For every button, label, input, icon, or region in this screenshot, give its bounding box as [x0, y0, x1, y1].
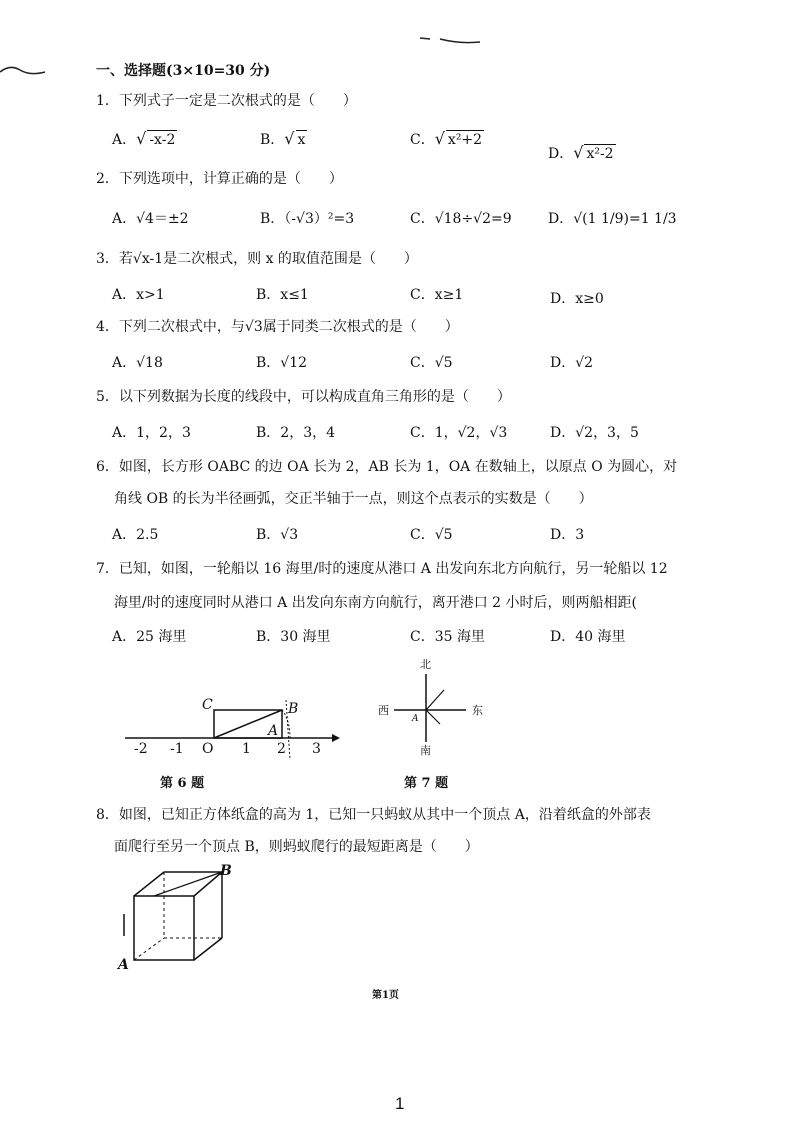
option-letter: C． — [410, 211, 435, 227]
q2-option-d[interactable] — [548, 210, 677, 228]
question-6-stem-cont: 角线 OB 的长为半径画弧，交正半轴于一点，则这个点表示的实数是（ ） — [114, 491, 593, 507]
question-6-stem: 6．如图，长方形 OABC 的边 OA 长为 2，AB 长为 1，OA 在数轴上，以原点 O 为圆心，对 — [96, 459, 678, 475]
fig6-tick-1: 1 — [242, 741, 251, 757]
q6-option-d[interactable] — [550, 526, 584, 544]
question-7-stem-cont: 海里/时的速度同时从港口 A 出发向东南方向航行，离开港口 2 小时后，则两船相距( — [114, 595, 637, 611]
q7-option-d[interactable] — [550, 628, 626, 646]
option-letter: C． — [410, 425, 435, 441]
question-3-stem: 3．若√x-1是二次根式，则 x 的取值范围是（ ） — [96, 251, 418, 267]
option-letter: C． — [410, 132, 435, 148]
q5-option-b[interactable] — [256, 424, 335, 442]
scan-mark-left — [0, 60, 60, 80]
question-4-stem: 4．下列二次根式中，与√3属于同类二次根式的是（ ） — [96, 319, 459, 335]
fig6-label-c: C — [202, 697, 213, 713]
q1-option-d[interactable]: D．√ x²-2 — [548, 143, 614, 162]
figure-8-cube — [110, 866, 240, 976]
option-text: x≤1 — [280, 287, 309, 303]
option-text: 1，2，3 — [136, 425, 191, 441]
figure-6-number-line — [120, 690, 340, 760]
q5-option-c[interactable] — [410, 424, 507, 442]
option-text: √2，3，5 — [575, 425, 639, 441]
q7-option-b[interactable] — [256, 628, 331, 646]
figure-7-caption: 第 7 题 — [404, 776, 449, 791]
option-letter: C． — [410, 287, 435, 303]
page-number: 1 — [395, 1094, 405, 1113]
q3-option-d[interactable] — [550, 290, 604, 308]
option-text: √12 — [280, 355, 308, 371]
option-text: √18 — [136, 355, 163, 371]
option-letter: D． — [550, 355, 576, 371]
fig8-label-b: B — [220, 863, 232, 879]
option-text: √5 — [434, 355, 453, 371]
option-letter: A． — [112, 527, 137, 543]
option-letter: D． — [550, 629, 576, 645]
fig6-tick-origin: O — [202, 741, 214, 757]
fig7-east: 东 — [472, 704, 483, 717]
fig7-origin-a: A — [412, 714, 419, 724]
q4-option-a[interactable] — [112, 354, 163, 372]
q6-option-b[interactable] — [256, 526, 298, 544]
option-text: 2，3，4 — [280, 425, 336, 441]
q5-option-d[interactable] — [550, 424, 639, 442]
option-letter: B． — [260, 132, 285, 148]
q7-option-c[interactable] — [410, 628, 485, 646]
figure-6-caption: 第 6 题 — [160, 776, 205, 791]
q4-option-b[interactable] — [256, 354, 307, 372]
option-letter: A． — [112, 287, 137, 303]
radicand: x²-2 — [586, 146, 614, 162]
option-text: 35 海里 — [434, 629, 485, 645]
option-letter: D． — [550, 527, 576, 543]
option-letter: D． — [550, 291, 576, 307]
q3-option-c[interactable] — [410, 286, 463, 304]
option-letter: A． — [112, 355, 137, 371]
page-label: 第1页 — [372, 990, 399, 1001]
option-letter: D． — [548, 211, 574, 227]
q4-option-c[interactable] — [410, 354, 453, 372]
q6-option-a[interactable] — [112, 526, 158, 544]
q3-option-a[interactable] — [112, 286, 165, 304]
option-text: √18÷√2=9 — [434, 211, 512, 227]
option-letter: A． — [112, 629, 137, 645]
q5-option-a[interactable] — [112, 424, 191, 442]
option-text: 1，√2，√3 — [434, 425, 508, 441]
option-text: 40 海里 — [575, 629, 626, 645]
fig6-tick-2: 2 — [277, 741, 286, 757]
question-2-stem: 2．下列选项中，计算正确的是（ ） — [96, 171, 343, 187]
fig7-west: 西 — [378, 704, 389, 717]
option-letter: B． — [256, 629, 281, 645]
option-letter: B． — [256, 527, 281, 543]
option-text: 25 海里 — [136, 629, 187, 645]
option-text: √5 — [434, 527, 453, 543]
radicand: x — [297, 132, 306, 148]
q1-option-b[interactable]: B．√ x — [260, 129, 306, 148]
question-7-stem: 7．已知，如图，一轮船以 16 海里/时的速度从港口 A 出发向东北方向航行，另一轮船以 12 — [96, 561, 668, 577]
question-8-stem-cont: 面爬行至另一个顶点 B，则蚂蚁爬行的最短距离是（ ） — [114, 839, 479, 855]
option-text: 2.5 — [136, 527, 159, 543]
option-text: √2 — [575, 355, 594, 371]
q2-option-b[interactable] — [260, 210, 354, 228]
option-text: x>1 — [136, 287, 165, 303]
fig6-tick-neg1: -1 — [170, 741, 184, 757]
option-letter: C． — [410, 629, 435, 645]
option-text: （-√3）²=3 — [284, 211, 355, 227]
q3-option-b[interactable] — [256, 286, 309, 304]
figure-7-compass — [390, 670, 470, 750]
option-letter: B． — [256, 355, 281, 371]
option-text: x≥0 — [575, 291, 604, 307]
radicand: x²+2 — [447, 132, 483, 148]
option-letter: A． — [112, 132, 137, 148]
fig7-north: 北 — [420, 658, 431, 671]
q4-option-d[interactable] — [550, 354, 593, 372]
fig6-label-a: A — [268, 723, 279, 739]
option-text: √3 — [280, 527, 299, 543]
option-letter: C． — [410, 355, 435, 371]
option-text: √(1 1/9)=1 1/3 — [573, 211, 677, 227]
question-8-stem: 8．如图，已知正方体纸盒的高为 1，已知一只蚂蚁从其中一个顶点 A，沿着纸盒的外部表 — [96, 807, 651, 823]
option-letter: B． — [256, 287, 281, 303]
section-title: 一、选择题(3×10=30 分) — [96, 63, 271, 79]
fig8-label-a: A — [118, 957, 129, 973]
option-text: 30 海里 — [280, 629, 331, 645]
q6-option-c[interactable] — [410, 526, 453, 544]
fig6-tick-neg2: -2 — [134, 741, 148, 757]
question-5-stem: 5．以下列数据为长度的线段中，可以构成直角三角形的是（ ） — [96, 389, 511, 405]
fig6-tick-3: 3 — [312, 741, 321, 757]
q1-option-a[interactable]: A．√ -x-2 — [112, 129, 176, 148]
option-letter: D． — [548, 146, 574, 162]
option-letter: C． — [410, 527, 435, 543]
option-text: 3 — [575, 527, 585, 543]
option-letter: A． — [112, 211, 137, 227]
scan-mark-top — [420, 30, 490, 50]
q2-option-a[interactable] — [112, 210, 189, 228]
option-letter: D． — [550, 425, 576, 441]
option-letter: B． — [256, 425, 281, 441]
question-1-stem: 1．下列式子一定是二次根式的是（ ） — [96, 93, 357, 109]
radicand: -x-2 — [149, 132, 176, 148]
option-letter: B． — [260, 211, 285, 227]
option-text: x≥1 — [434, 287, 464, 303]
option-text: √4＝±2 — [136, 211, 189, 227]
q7-option-a[interactable] — [112, 628, 186, 646]
fig7-south: 南 — [420, 744, 431, 757]
q2-option-c[interactable] — [410, 210, 512, 228]
fig6-label-b: B — [288, 701, 299, 717]
q1-option-c[interactable]: C．√ x²+2 — [410, 129, 483, 148]
option-letter: A． — [112, 425, 137, 441]
